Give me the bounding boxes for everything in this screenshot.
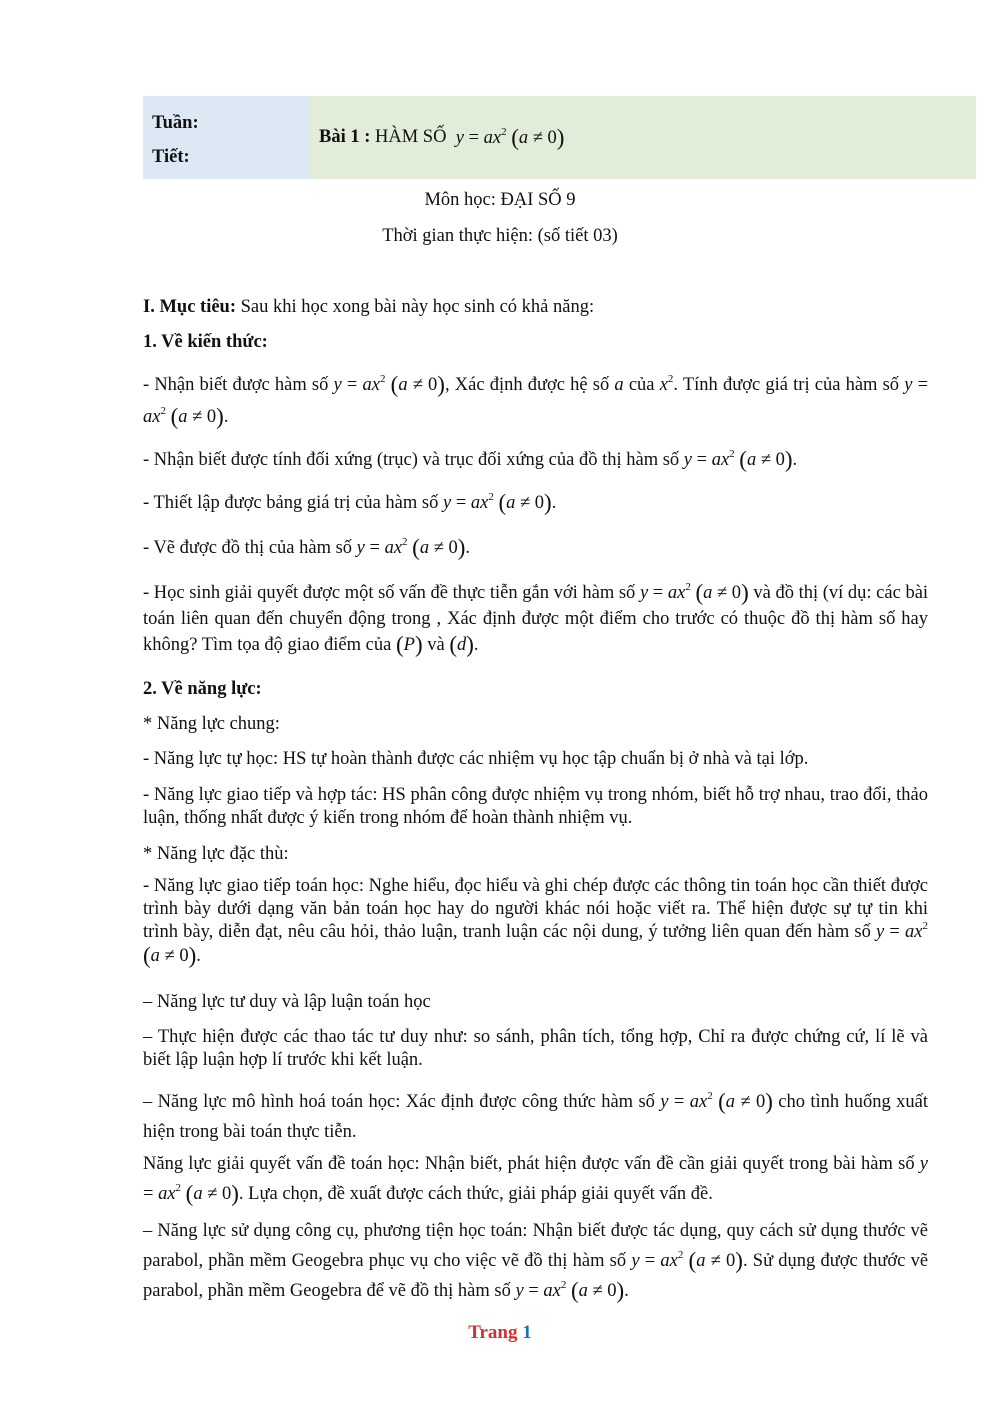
lesson-title: HÀM SỐ bbox=[375, 127, 447, 147]
formula: $y = ax^2$ (a ≠ 0) bbox=[333, 372, 445, 397]
var-y: y bbox=[333, 375, 342, 395]
term-ax: ax bbox=[483, 127, 502, 148]
competence-heading: 2. Về năng lực: bbox=[143, 679, 262, 699]
exponent: 2 bbox=[729, 448, 735, 460]
s6-text-b: . Sử dụng được thước vẽ parabol, phần mềm Geogebra để vẽ đồ thị hàm số bbox=[143, 1251, 929, 1301]
equals-sign: = bbox=[364, 538, 385, 558]
var-a: a bbox=[150, 946, 160, 966]
s6-text-a: – Năng lực sử dụng công cụ, phương tiện học toán: Nhận biết được tác dụng, quy cách sử dụng thước vẽ parabol, phần mềm Geogebra phục vụ cho việc vẽ đồ thị hàm số bbox=[143, 1221, 928, 1271]
specific-competence-1: - Năng lực giao tiếp toán học: Nghe hiểu, đọc hiểu và ghi chép được các thông tin toán học cần thiết được trình bày dưới dạng văn bản toán học hay do người khác nói hoặc viết ra. Thể hiện được sự tự tin khi trình bày, diễn đạt, nêu câu hỏi, thảo luận, tranh luận các nội dung, ý tưởng liên quan đến hàm số $y = ax^2$ (a ≠ 0). bbox=[143, 876, 928, 968]
not-zero: ≠ 0 bbox=[159, 946, 189, 966]
k1-text-d: . Tính được giá trị của hàm số bbox=[673, 375, 905, 395]
general-competence-1: - Năng lực tự học: HS tự hoàn thành được các nhiệm vụ học tập chuẩn bị ở nhà và tại lớp. bbox=[143, 749, 809, 769]
not-zero: ≠ 0 bbox=[705, 1251, 736, 1271]
term-ax: ax bbox=[470, 493, 489, 513]
var-y: y bbox=[919, 1154, 928, 1174]
equals-sign: = bbox=[523, 1281, 544, 1301]
var-y: y bbox=[904, 375, 913, 395]
s4-text-a: – Năng lực mô hình hoá toán học: Xác định được công thức hàm số bbox=[143, 1092, 661, 1112]
page-word: Trang bbox=[468, 1322, 518, 1343]
k1-text-b: , Xác định được hệ số bbox=[444, 375, 615, 395]
not-zero: ≠ 0 bbox=[528, 127, 557, 148]
duration-line: Thời gian thực hiện: (số tiết 03) bbox=[382, 226, 618, 246]
specific-competence-5 bbox=[143, 1149, 928, 1209]
term-ax: ax bbox=[689, 1092, 708, 1112]
exponent: 2 bbox=[488, 491, 494, 503]
term-ax: ax bbox=[362, 375, 380, 395]
equals-sign: = bbox=[668, 1092, 690, 1112]
term-ax: ax bbox=[711, 450, 730, 470]
not-zero: ≠ 0 bbox=[735, 1092, 766, 1112]
subject-line: Môn học: ĐẠI SỐ 9 bbox=[424, 190, 576, 210]
week-label: Tuần: bbox=[152, 113, 199, 133]
week-period-cell bbox=[143, 96, 309, 179]
var-y: y bbox=[683, 450, 693, 470]
term-ax: ax bbox=[667, 583, 686, 603]
equals-sign: = bbox=[463, 127, 484, 148]
var-y: y bbox=[876, 922, 885, 942]
formula: $y = ax^2$ (a ≠ 0) bbox=[143, 920, 928, 968]
var-y: y bbox=[660, 1092, 669, 1112]
var-a: a bbox=[398, 375, 408, 395]
k5-text-c: và bbox=[422, 635, 450, 655]
page-number: 1 bbox=[522, 1322, 532, 1343]
k3-text: - Thiết lập được bảng giá trị của hàm số bbox=[143, 493, 443, 513]
var-y: y bbox=[631, 1251, 640, 1271]
exponent: 2 bbox=[501, 125, 507, 138]
exponent: 2 bbox=[379, 373, 386, 385]
var-y: y bbox=[515, 1281, 524, 1301]
var-y: y bbox=[356, 538, 365, 558]
s4-text-b: cho tình huống xuất hiện trong bài toán thực tiễn. bbox=[143, 1092, 929, 1142]
formula: $y = ax^2$ (a ≠ 0) bbox=[660, 1089, 773, 1114]
not-zero: ≠ 0 bbox=[429, 538, 458, 558]
exponent: 2 bbox=[160, 405, 166, 417]
objectives-heading: I. Mục tiêu: bbox=[143, 297, 236, 317]
term-ax: ax bbox=[905, 922, 923, 942]
not-zero: ≠ 0 bbox=[202, 1184, 232, 1204]
specific-competence-4 bbox=[143, 1087, 928, 1147]
s5-text-b: . Lựa chọn, đề xuất được cách thức, giải pháp giải quyết vấn đề. bbox=[238, 1184, 713, 1204]
parabola-p: P bbox=[403, 635, 415, 655]
equals-sign: = bbox=[692, 450, 712, 470]
formula: $y = ax^2$ (a ≠ 0) bbox=[143, 1154, 928, 1206]
equals-sign: = bbox=[884, 922, 906, 942]
not-zero: ≠ 0 bbox=[712, 583, 742, 603]
k5-text-b: và đồ thị (ví dụ: các bài toán liên quan đến chuyển động trong , Xác định được một điểm cho trước có thuộc đồ thị hàm số hay không? Tìm tọa độ giao điểm của bbox=[143, 583, 929, 655]
term-ax: ax bbox=[158, 1184, 176, 1204]
coefficient-a: a bbox=[614, 375, 624, 395]
formula: $y = ax^2$ (a ≠ 0) bbox=[639, 580, 749, 605]
var-a: a bbox=[703, 583, 713, 603]
equals-sign: = bbox=[451, 493, 471, 513]
knowledge-item-5: - Học sinh giải quyết được một số vấn đề thực tiễn gắn với hàm số $y = ax^2$ (a ≠ 0) và đồ thị (ví dụ: các bài toán liên quan đến chuyển động trong , Xác định được một điểm cho trước có thuộc đồ thị hàm số hay không? Tìm tọa độ giao điểm của (P) và (d). bbox=[143, 580, 929, 657]
var-y: y bbox=[442, 493, 452, 513]
equals-sign: = bbox=[143, 1184, 159, 1204]
var-a: a bbox=[419, 538, 430, 558]
formula: $y = ax^2$ (a ≠ 0) bbox=[143, 375, 929, 429]
not-zero: ≠ 0 bbox=[587, 1281, 617, 1301]
formula: $y = ax^2$ (a ≠ 0) bbox=[442, 490, 552, 515]
specific-competence-6: – Năng lực sử dụng công cụ, phương tiện học toán: Nhận biết được tác dụng, quy cách sử dụng thước vẽ parabol, phần mềm Geogebra phục vụ cho việc vẽ đồ thị hàm số $y = ax^2$ (a ≠ 0). Sử dụng được thước vẽ parabol, phần mềm Geogebra để vẽ đồ thị hàm số $y = ax^2$ (a ≠ 0). bbox=[143, 1221, 929, 1303]
formula: $y = ax^2$ (a ≠ 0) bbox=[683, 447, 793, 472]
s1-text: - Năng lực giao tiếp toán học: Nghe hiểu, đọc hiểu và ghi chép được các thông tin toán học cần thiết được trình bày dưới dạng văn bản toán học hay do người khác nói hoặc viết ra. Thể hiện được sự tự tin khi trình bày, diễn đạt, nêu câu hỏi, thảo luận, tranh luận các nội dung, ý tưởng liên quan đến hàm số bbox=[143, 876, 928, 942]
objectives-intro-text: Sau khi học xong bài này học sinh có khả năng: bbox=[240, 297, 595, 317]
specific-competence-2: – Năng lực tư duy và lập luận toán học bbox=[143, 992, 431, 1012]
not-zero: ≠ 0 bbox=[515, 493, 545, 513]
exp: 2 bbox=[667, 373, 674, 385]
formula: $y = ax^2$ (a ≠ 0) bbox=[515, 1278, 625, 1303]
line-d: d bbox=[457, 635, 467, 655]
exponent: 2 bbox=[560, 1279, 567, 1291]
var-a: a bbox=[696, 1251, 706, 1271]
not-zero: ≠ 0 bbox=[756, 450, 785, 470]
k2-text: - Nhận biết được tính đối xứng (trục) và trục đối xứng của đồ thị hàm số bbox=[143, 450, 684, 470]
general-competence-2: - Năng lực giao tiếp và hợp tác: HS phân công được nhiệm vụ trong nhóm, biết hỗ trợ nhau, trao đổi, thảo luận, thống nhất được ý kiến trong nhóm để hoàn thành nhiệm vụ. bbox=[143, 785, 928, 828]
var-a: a bbox=[746, 450, 757, 470]
lesson-header bbox=[143, 96, 976, 179]
period-label: Tiết: bbox=[152, 147, 190, 167]
exponent: 2 bbox=[922, 920, 928, 932]
knowledge-item-4: - Vẽ được đồ thị của hàm số $y = ax^2$ (a ≠ 0). bbox=[143, 535, 471, 560]
lesson-prefix: Bài 1 : bbox=[319, 127, 371, 147]
equals-sign: = bbox=[648, 583, 668, 603]
k1-text-c: của bbox=[628, 375, 660, 395]
specific-competence-heading: * Năng lực đặc thù: bbox=[143, 844, 289, 864]
exponent: 2 bbox=[685, 581, 691, 593]
k4-text: - Vẽ được đồ thị của hàm số bbox=[143, 538, 357, 558]
formula: $y = ax^2$ (a ≠ 0) bbox=[455, 124, 565, 150]
exponent: 2 bbox=[677, 1249, 684, 1261]
formula: $y = ax^2$ (a ≠ 0) bbox=[356, 535, 466, 560]
equals-sign: = bbox=[639, 1251, 661, 1271]
var-a: a bbox=[518, 127, 529, 148]
equals-sign: = bbox=[912, 375, 929, 395]
knowledge-heading: 1. Về kiến thức: bbox=[143, 332, 268, 352]
k1-text-a: - Nhận biết được hàm số bbox=[143, 375, 334, 395]
objectives-intro bbox=[143, 296, 928, 319]
knowledge-item-1: - Nhận biết được hàm số $y = ax^2$ (a ≠ 0), Xác định được hệ số a của $x^2$. Tính được giá trị của hàm số $y = ax^2$ (a ≠ 0). bbox=[143, 372, 929, 429]
s5-text-a: Năng lực giải quyết vấn đề toán học: Nhận biết, phát hiện được vấn đề cần giải quyết trong bài hàm số bbox=[143, 1154, 920, 1174]
exponent: 2 bbox=[402, 536, 408, 548]
general-competence-heading: * Năng lực chung: bbox=[143, 714, 280, 734]
k5-text-a: - Học sinh giải quyết được một số vấn đề thực tiễn gắn với hàm số bbox=[143, 583, 640, 603]
not-zero: ≠ 0 bbox=[407, 375, 438, 395]
knowledge-item-3: - Thiết lập được bảng giá trị của hàm số $y = ax^2$ (a ≠ 0). bbox=[143, 490, 557, 515]
lesson-title-cell bbox=[309, 96, 976, 179]
formula: $y = ax^2$ (a ≠ 0) bbox=[631, 1248, 743, 1273]
specific-competence-3: – Thực hiện được các thao tác tư duy như: so sánh, phân tích, tổng hợp, Chỉ ra được chứng cứ, lí lẽ và biết lập luận hợp lí trước khi kết luận. bbox=[143, 1027, 928, 1070]
var-y: y bbox=[639, 583, 649, 603]
not-zero: ≠ 0 bbox=[187, 407, 217, 427]
term-ax: ax bbox=[143, 407, 161, 427]
equals-sign: = bbox=[341, 375, 363, 395]
var-a: a bbox=[506, 493, 516, 513]
term-ax: ax bbox=[543, 1281, 561, 1301]
var-x: x bbox=[659, 375, 668, 395]
term-ax: ax bbox=[384, 538, 403, 558]
exponent: 2 bbox=[175, 1182, 182, 1194]
var-a: a bbox=[193, 1184, 203, 1204]
var-a: a bbox=[578, 1281, 588, 1301]
exponent: 2 bbox=[707, 1090, 713, 1102]
term-ax: ax bbox=[660, 1251, 678, 1271]
var-a: a bbox=[725, 1092, 736, 1112]
var-a: a bbox=[178, 407, 188, 427]
var-y: y bbox=[455, 127, 464, 148]
knowledge-item-2: - Nhận biết được tính đối xứng (trục) và trục đối xứng của đồ thị hàm số $y = ax^2$ (a ≠ 0). bbox=[143, 447, 798, 472]
page-footer bbox=[0, 1322, 1000, 1344]
